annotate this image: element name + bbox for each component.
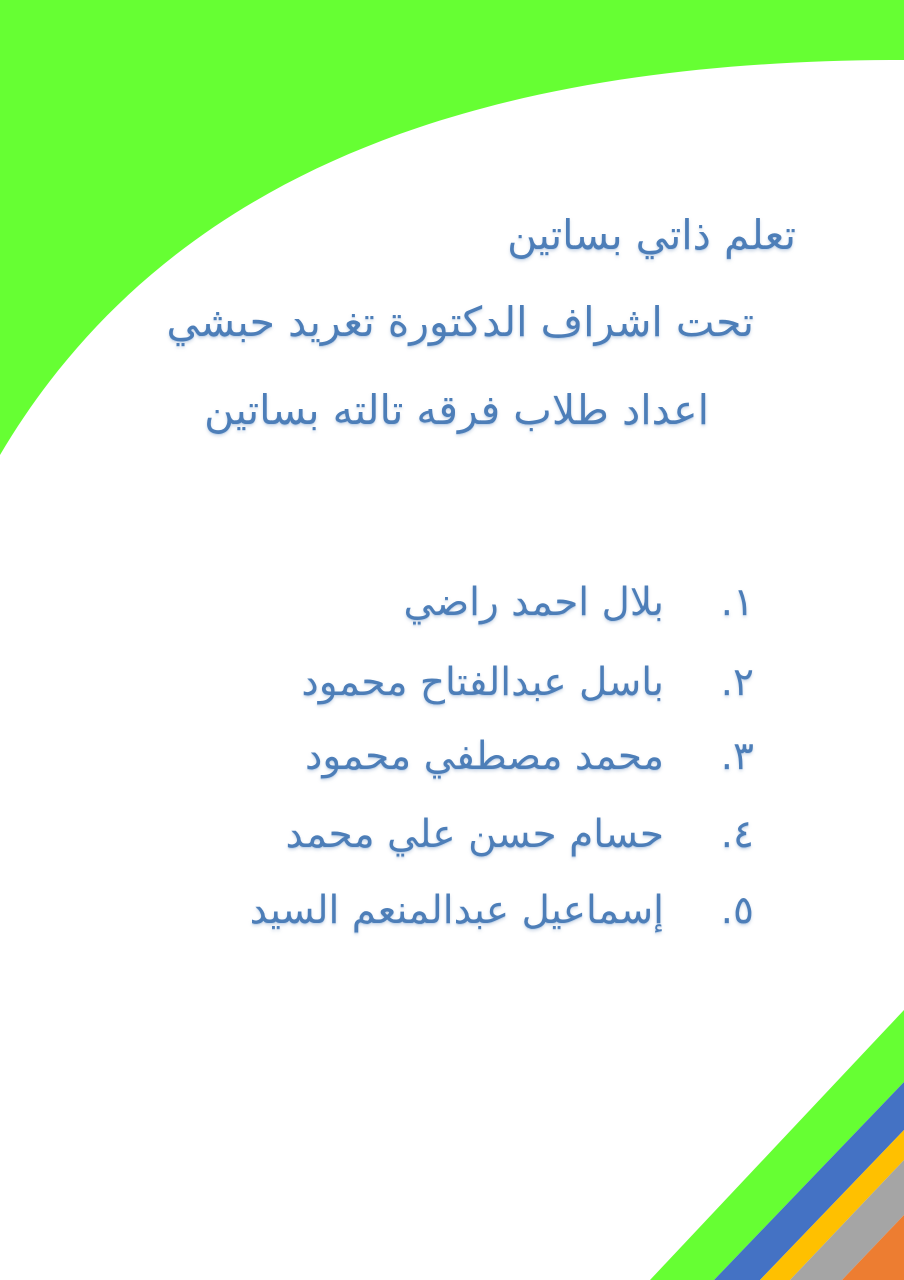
list-item-name: باسل عبدالفتاح محمود [301,660,664,705]
prepared-by-line [0,370,904,450]
list-item [0,876,904,946]
document-title-line [0,195,904,275]
list-item-name: محمد مصطفي محمود [305,734,664,779]
list-item [0,722,904,792]
document-title: تعلم ذاتي بساتين [507,211,796,259]
list-item-number: ١. [720,580,754,625]
list-item [0,800,904,870]
prepared-by-text: اعداد طلاب فرقه تالته بساتين [204,386,709,434]
list-item-number: ٥. [720,888,754,933]
list-item-number: ٣. [720,734,754,779]
list-item-number: ٤. [720,812,754,857]
list-item-name: إسماعيل عبدالمنعم السيد [249,888,664,933]
list-item-number: ٢. [720,660,754,705]
list-item-name: بلال احمد راضي [403,580,664,625]
list-item [0,648,904,718]
supervisor-text: تحت اشراف الدكتورة تغريد حبشي [166,298,754,346]
supervisor-line [0,282,904,362]
list-item [0,568,904,638]
list-item-name: حسام حسن علي محمد [285,812,664,857]
